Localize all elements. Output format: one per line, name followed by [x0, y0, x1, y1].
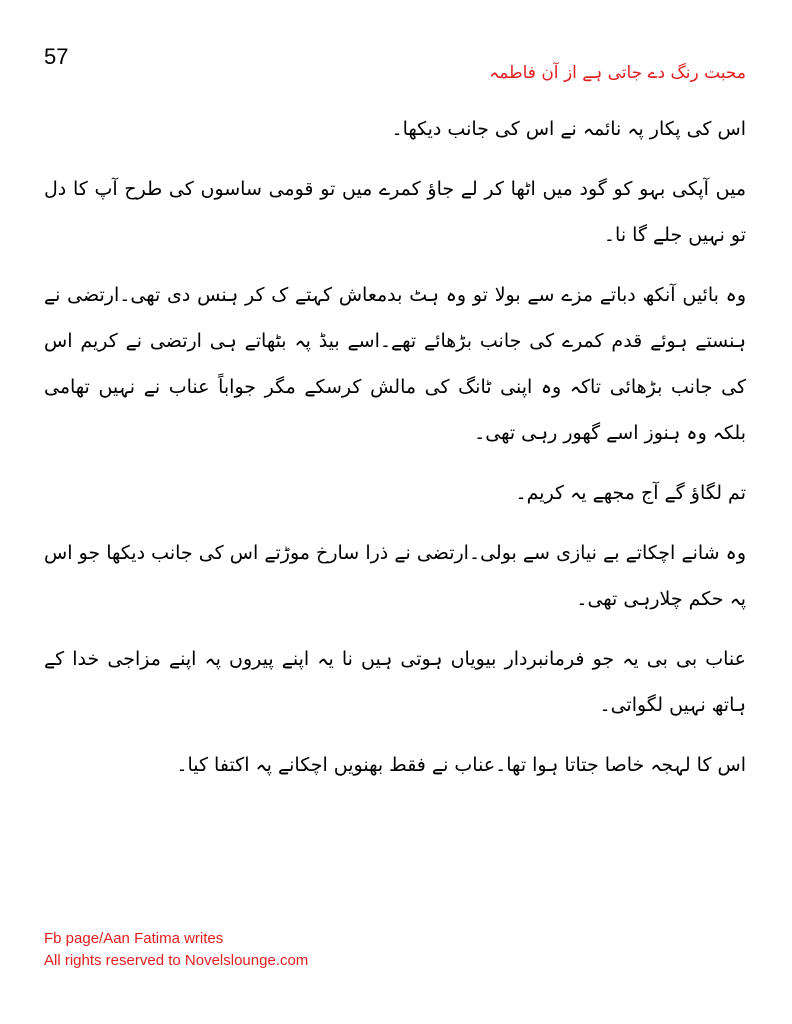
paragraph: عناب بی بی یہ جو فرمانبردار بیویاں ہوتی ہیں نا یہ اپنے پیروں پہ اپنے مزاجی خدا کے ہاتھ نہیں لگواتی۔	[44, 648, 746, 716]
paragraph: اس کا لہجہ خاصا جتاتا ہوا تھا۔عناب نے فقط بھنویں اچکانے پہ اکتفا کیا۔	[176, 754, 746, 776]
paragraph: میں آپکی بہو کو گود میں اٹھا کر لے جاؤ کمرے میں تو قومی ساسوں کی طرح آپ کا دل تو نہیں جلے گا نا۔	[44, 178, 746, 246]
paragraph: اس کی پکار پہ نائمہ نے اس کی جانب دیکھا۔	[391, 118, 746, 140]
paragraph: تم لگاؤ گے آج مجھے یہ کریم۔	[515, 482, 746, 504]
header-title: محبت رنگ دے جاتی ہے از آن فاطمہ	[489, 63, 746, 83]
footer	[44, 928, 308, 972]
paragraph: وہ بائیں آنکھ دباتے مزے سے بولا تو وہ ہٹ بدمعاش کہتے ک کر ہنس دی تھی۔ارتضی نے ہنستے ہوئے قدم کمرے کی جانب بڑھائے تھے۔اسے بیڈ پہ بٹھاتے ہی ارتضی نے کریم اس کی جانب بڑھائی تاکہ وہ اپنی ٹانگ کی مالش کرسکے مگر جواباً عناب نے نہیں تھامی بلکہ وہ ہنوز اسے گھور رہی تھی۔	[44, 284, 746, 444]
footer-rights: All rights reserved to Novelslounge.com	[44, 952, 309, 969]
page-number: 57	[44, 44, 69, 69]
footer-fb-page: Fb page/Aan Fatima writes	[44, 930, 224, 947]
paragraph: وہ شانے اچکاتے بے نیازی سے بولی۔ارتضی نے ذرا سارخ موڑتے اس کی جانب دیکھا جو اس پہ حکم چلارہی تھی۔	[44, 542, 746, 610]
body-text	[44, 106, 746, 802]
